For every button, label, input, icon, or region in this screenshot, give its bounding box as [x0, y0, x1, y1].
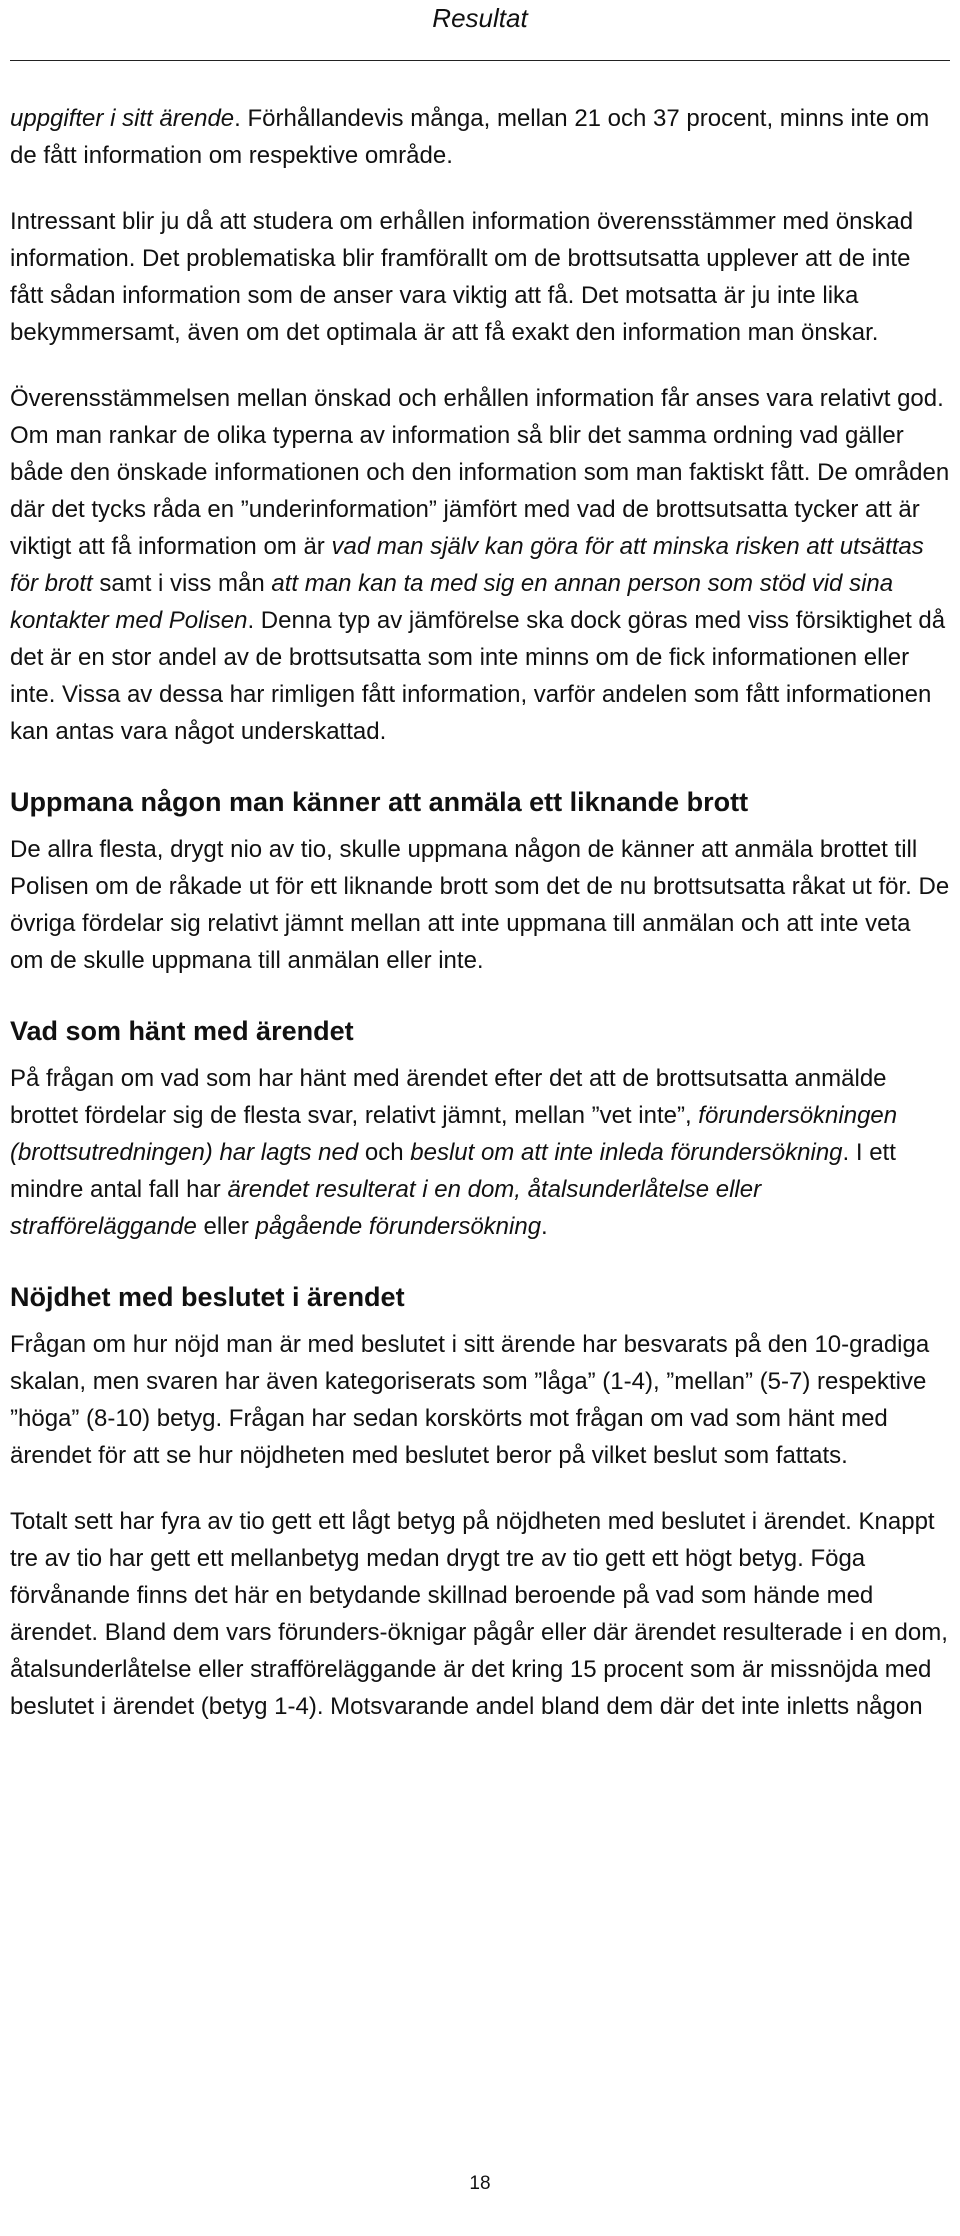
section2-paragraph-1	[10, 1060, 950, 1245]
italic-text-run: uppgifter i sitt ärende	[10, 105, 235, 132]
text-run: Överensstämmelsen mellan önskad och erhållen information får anses vara relativt god. Om man rankar de olika typerna av information så blir det samma ordning vad gäller både den önskade informationen och den information som man faktiskt fått. De områden där det tycks råda en ”underinformation” jämfört med vad de brottsutsatta tycker att är viktigt att få information om är	[10, 385, 950, 560]
text-run: På frågan om vad som har hänt med ärendet efter det att de brottsutsatta anmälde brottet fördelar sig de flesta svar, relativt jämnt, mellan ”vet inte”,	[10, 1065, 887, 1129]
section-heading-case-outcome: Vad som hänt med ärendet	[10, 1016, 354, 1046]
intro-paragraph-1	[10, 100, 950, 174]
section3-paragraph-1	[10, 1326, 950, 1474]
text-run: .	[541, 1213, 548, 1240]
section3-paragraph-2	[10, 1503, 950, 1725]
section-heading-report-encouragement: Uppmana någon man känner att anmäla ett liknande brott	[10, 787, 749, 817]
running-header: Resultat	[432, 3, 528, 33]
italic-text-run: ärendet resulterat i en dom, åtalsunderlåtelse eller strafföreläggande	[10, 1176, 762, 1240]
italic-text-run: att man kan ta med sig en annan person som stöd vid sina kontakter med Polisen	[10, 570, 894, 634]
section-heading-satisfaction: Nöjdhet med beslutet i ärendet	[10, 1282, 405, 1312]
text-run: samt i viss mån	[92, 570, 272, 597]
page-body	[10, 100, 950, 1754]
italic-text-run: förundersökningen (brottsutredningen) har lagts ned	[10, 1102, 898, 1166]
section1-paragraph-1	[10, 831, 950, 979]
text-run: . Denna typ av jämförelse ska dock göras med viss försiktighet då det är en stor andel av de brottsutsatta som inte minns om de fick informationen eller inte. Vissa av dessa har rimligen fått information, varför andelen som fått informationen kan antas vara något underskattad.	[10, 607, 946, 745]
text-run: eller	[196, 1213, 256, 1240]
text-run: Frågan om hur nöjd man är med beslutet i sitt ärende har besvarats på den 10-gradiga skalan, men svaren har även kategoriserats som ”låga” (1-4), ”mellan” (5-7) respektive ”höga” (8-10) betyg. Frågan har sedan korskörts mot frågan om vad som hänt med ärendet för att se hur nöjdheten med beslutet beror på vilket beslut som fattats.	[10, 1331, 930, 1469]
intro-paragraph-2	[10, 203, 950, 351]
page-number: 18	[469, 2173, 491, 2194]
text-run: Totalt sett har fyra av tio gett ett lågt betyg på nöjdheten med beslutet i ärendet. Knappt tre av tio har gett ett mellanbetyg medan drygt tre av tio gett ett högt betyg. Föga förvånande finns det här en betydande skillnad beroende på vad som hände med ärendet. Bland dem vars förunders-öknigar pågår eller där ärendet resulterade i en dom, åtalsunderlåtelse eller strafföreläggande är det kring 15 procent som är missnöjda med beslutet i ärendet (betyg 1-4). Motsvarande andel bland dem där det inte inletts någon	[10, 1508, 948, 1720]
text-run: Intressant blir ju då att studera om erhållen information överensstämmer med önskad information. Det problematiska blir framförallt om de brottsutsatta upplever att de inte fått sådan information som de anser vara viktig att få. Det motsatta är ju inte lika bekymmersamt, även om det optimala är att få exakt den information man önskar.	[10, 208, 914, 346]
italic-text-run: beslut om att inte inleda förundersökning	[410, 1139, 843, 1166]
text-run: . Förhållandevis många, mellan 21 och 37 procent, minns inte om de fått information om respektive område.	[10, 105, 930, 169]
text-run: De allra flesta, drygt nio av tio, skulle uppmana någon de känner att anmäla brottet till Polisen om de råkade ut för ett liknande brott som det de nu brottsutsatta råkat ut för. De övriga fördelar sig relativt jämnt mellan att inte uppmana till anmälan och att inte veta om de skulle uppmana till anmälan eller inte.	[10, 836, 950, 974]
intro-paragraph-3	[10, 380, 950, 750]
italic-text-run: pågående förundersökning	[255, 1213, 542, 1240]
header-rule	[10, 60, 950, 61]
text-run: och	[358, 1139, 411, 1166]
italic-text-run: vad man själv kan göra för att minska risken att utsättas för brott	[10, 533, 924, 597]
text-run: . I ett mindre antal fall har	[10, 1139, 896, 1203]
